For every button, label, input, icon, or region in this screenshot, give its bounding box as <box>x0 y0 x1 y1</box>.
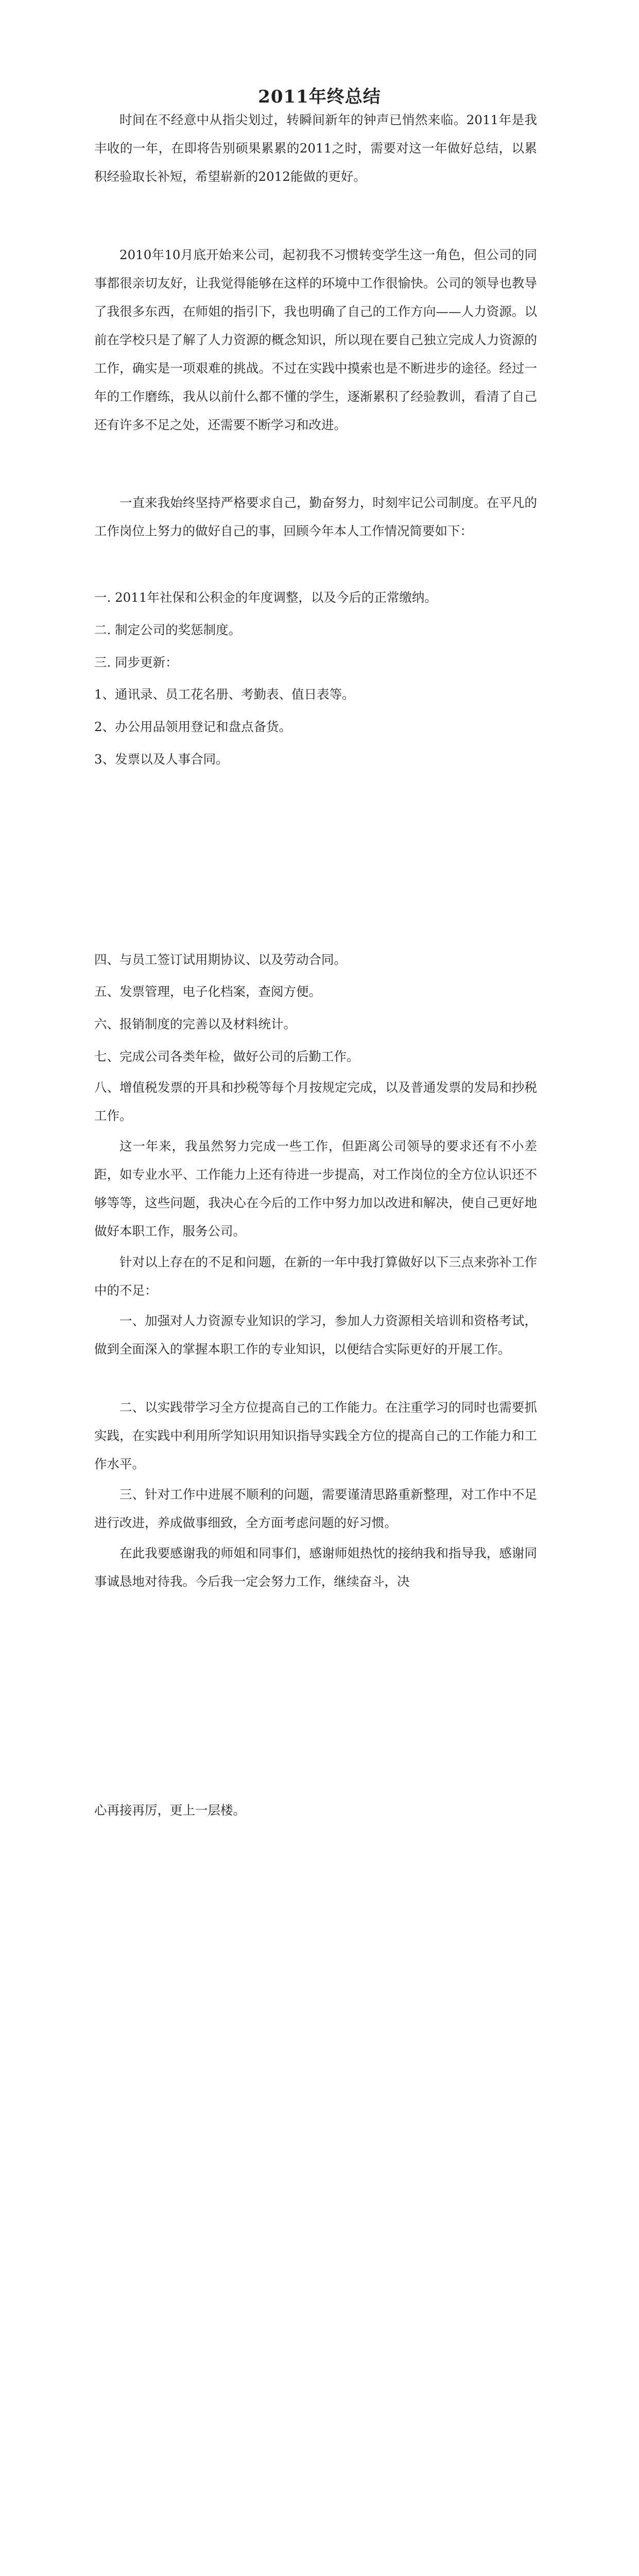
paragraph-summary-lead: 一直来我始终坚持严格要求自己，勤奋努力，时刻牢记公司制度。在平凡的工作岗位上努力的做好自己的事，回顾今年本人工作情况简要如下： <box>94 495 537 538</box>
list-item-4: 四、与员工签订试用期协议、以及劳动合同。 <box>94 952 347 967</box>
sub-item-1: 1、通讯录、员工花名册、考勤表、值日表等。 <box>94 687 355 702</box>
list-item-2: 二. 制定公司的奖惩制度。 <box>94 622 241 637</box>
list-item-8: 八、增值税发票的开具和抄税等每个月按规定完成，以及普通发票的发局和抄税工作。 <box>94 1080 537 1123</box>
paragraph-thanks: 在此我要感谢我的师姐和同事们，感谢师姐热忱的接纳我和指导我，感谢同事诚恳地对待我。今后我一定会努力工作，继续奋斗，决 <box>94 1546 537 1589</box>
list-item-7: 七、完成公司各类年检，做好公司的后勤工作。 <box>94 1049 359 1064</box>
sub-item-3: 3、发票以及人事合同。 <box>94 752 229 767</box>
paragraph-closing: 心再接再厉，更上一层楼。 <box>94 1803 246 1818</box>
sub-item-2: 2、办公用品领用登记和盘点备货。 <box>94 719 292 734</box>
document-title: 2011年终总结 <box>258 87 381 107</box>
list-item-5: 五、发票管理，电子化档案，查阅方便。 <box>94 984 321 999</box>
paragraph-reflection: 这一年来，我虽然努力完成一些工作，但距离公司领导的要求还有不小差距，如专业水平、工作能力上还有待进一步提高，对工作岗位的全方位认识还不够等等，这些问题，我决心在今后的工作中努力加以改进和解决，使自己更好地做好本职工作，服务公司。 <box>94 1139 537 1239</box>
list-item-1: 一. 2011年社保和公积金的年度调整，以及今后的正常缴纳。 <box>94 590 437 605</box>
paragraph-plan-1: 一、加强对人力资源专业知识的学习，参加人力资源相关培训和资格考试，做到全面深入的掌握本职工作的专业知识，以便结合实际更好的开展工作。 <box>94 1313 537 1357</box>
list-item-6: 六、报销制度的完善以及材料统计。 <box>94 1016 296 1031</box>
list-item-3: 三. 同步更新： <box>94 655 178 670</box>
paragraph-intro: 时间在不经意中从指尖划过，转瞬间新年的钟声已悄然来临。2011年是我丰收的一年，在即将告别硕果累累的2011之时，需要对这一年做好总结，以累积经验取长补短，希望崭新的2012能做的更好。 <box>94 112 537 184</box>
paragraph-plan-3: 三、针对工作中进展不顺利的问题，需要谨清思路重新整理，对工作中不足进行改进，养成做事细致，全方面考虑问题的好习惯。 <box>94 1487 537 1530</box>
paragraph-plan-lead: 针对以上存在的不足和问题，在新的一年中我打算做好以下三点来弥补工作中的不足： <box>94 1255 537 1298</box>
paragraph-plan-2: 二、以实践带学习全方位提高自己的工作能力。在注重学习的同时也需要抓实践，在实践中利用所学知识用知识指导实践全方位的提高自己的工作能力和工作水平。 <box>94 1400 537 1471</box>
paragraph-background: 2010年10月底开始来公司，起初我不习惯转变学生这一角色，但公司的同事都很亲切友好，让我觉得能够在这样的环境中工作很愉快。公司的领导也教导了我很多东西，在师姐的指引下，我也明确了自己的工作方向——人力资源。以前在学校只是了解了人力资源的概念知识，所以现在要自己独立完成人力资源的工作，确实是一项艰难的挑战。不过在实践中摸索也是不断进步的途径。经过一年的工作磨练，我从以前什么都不懂的学生，逐渐累积了经验教训，看清了自己还有许多不足之处，还需要不断学习和改进。 <box>94 247 537 432</box>
